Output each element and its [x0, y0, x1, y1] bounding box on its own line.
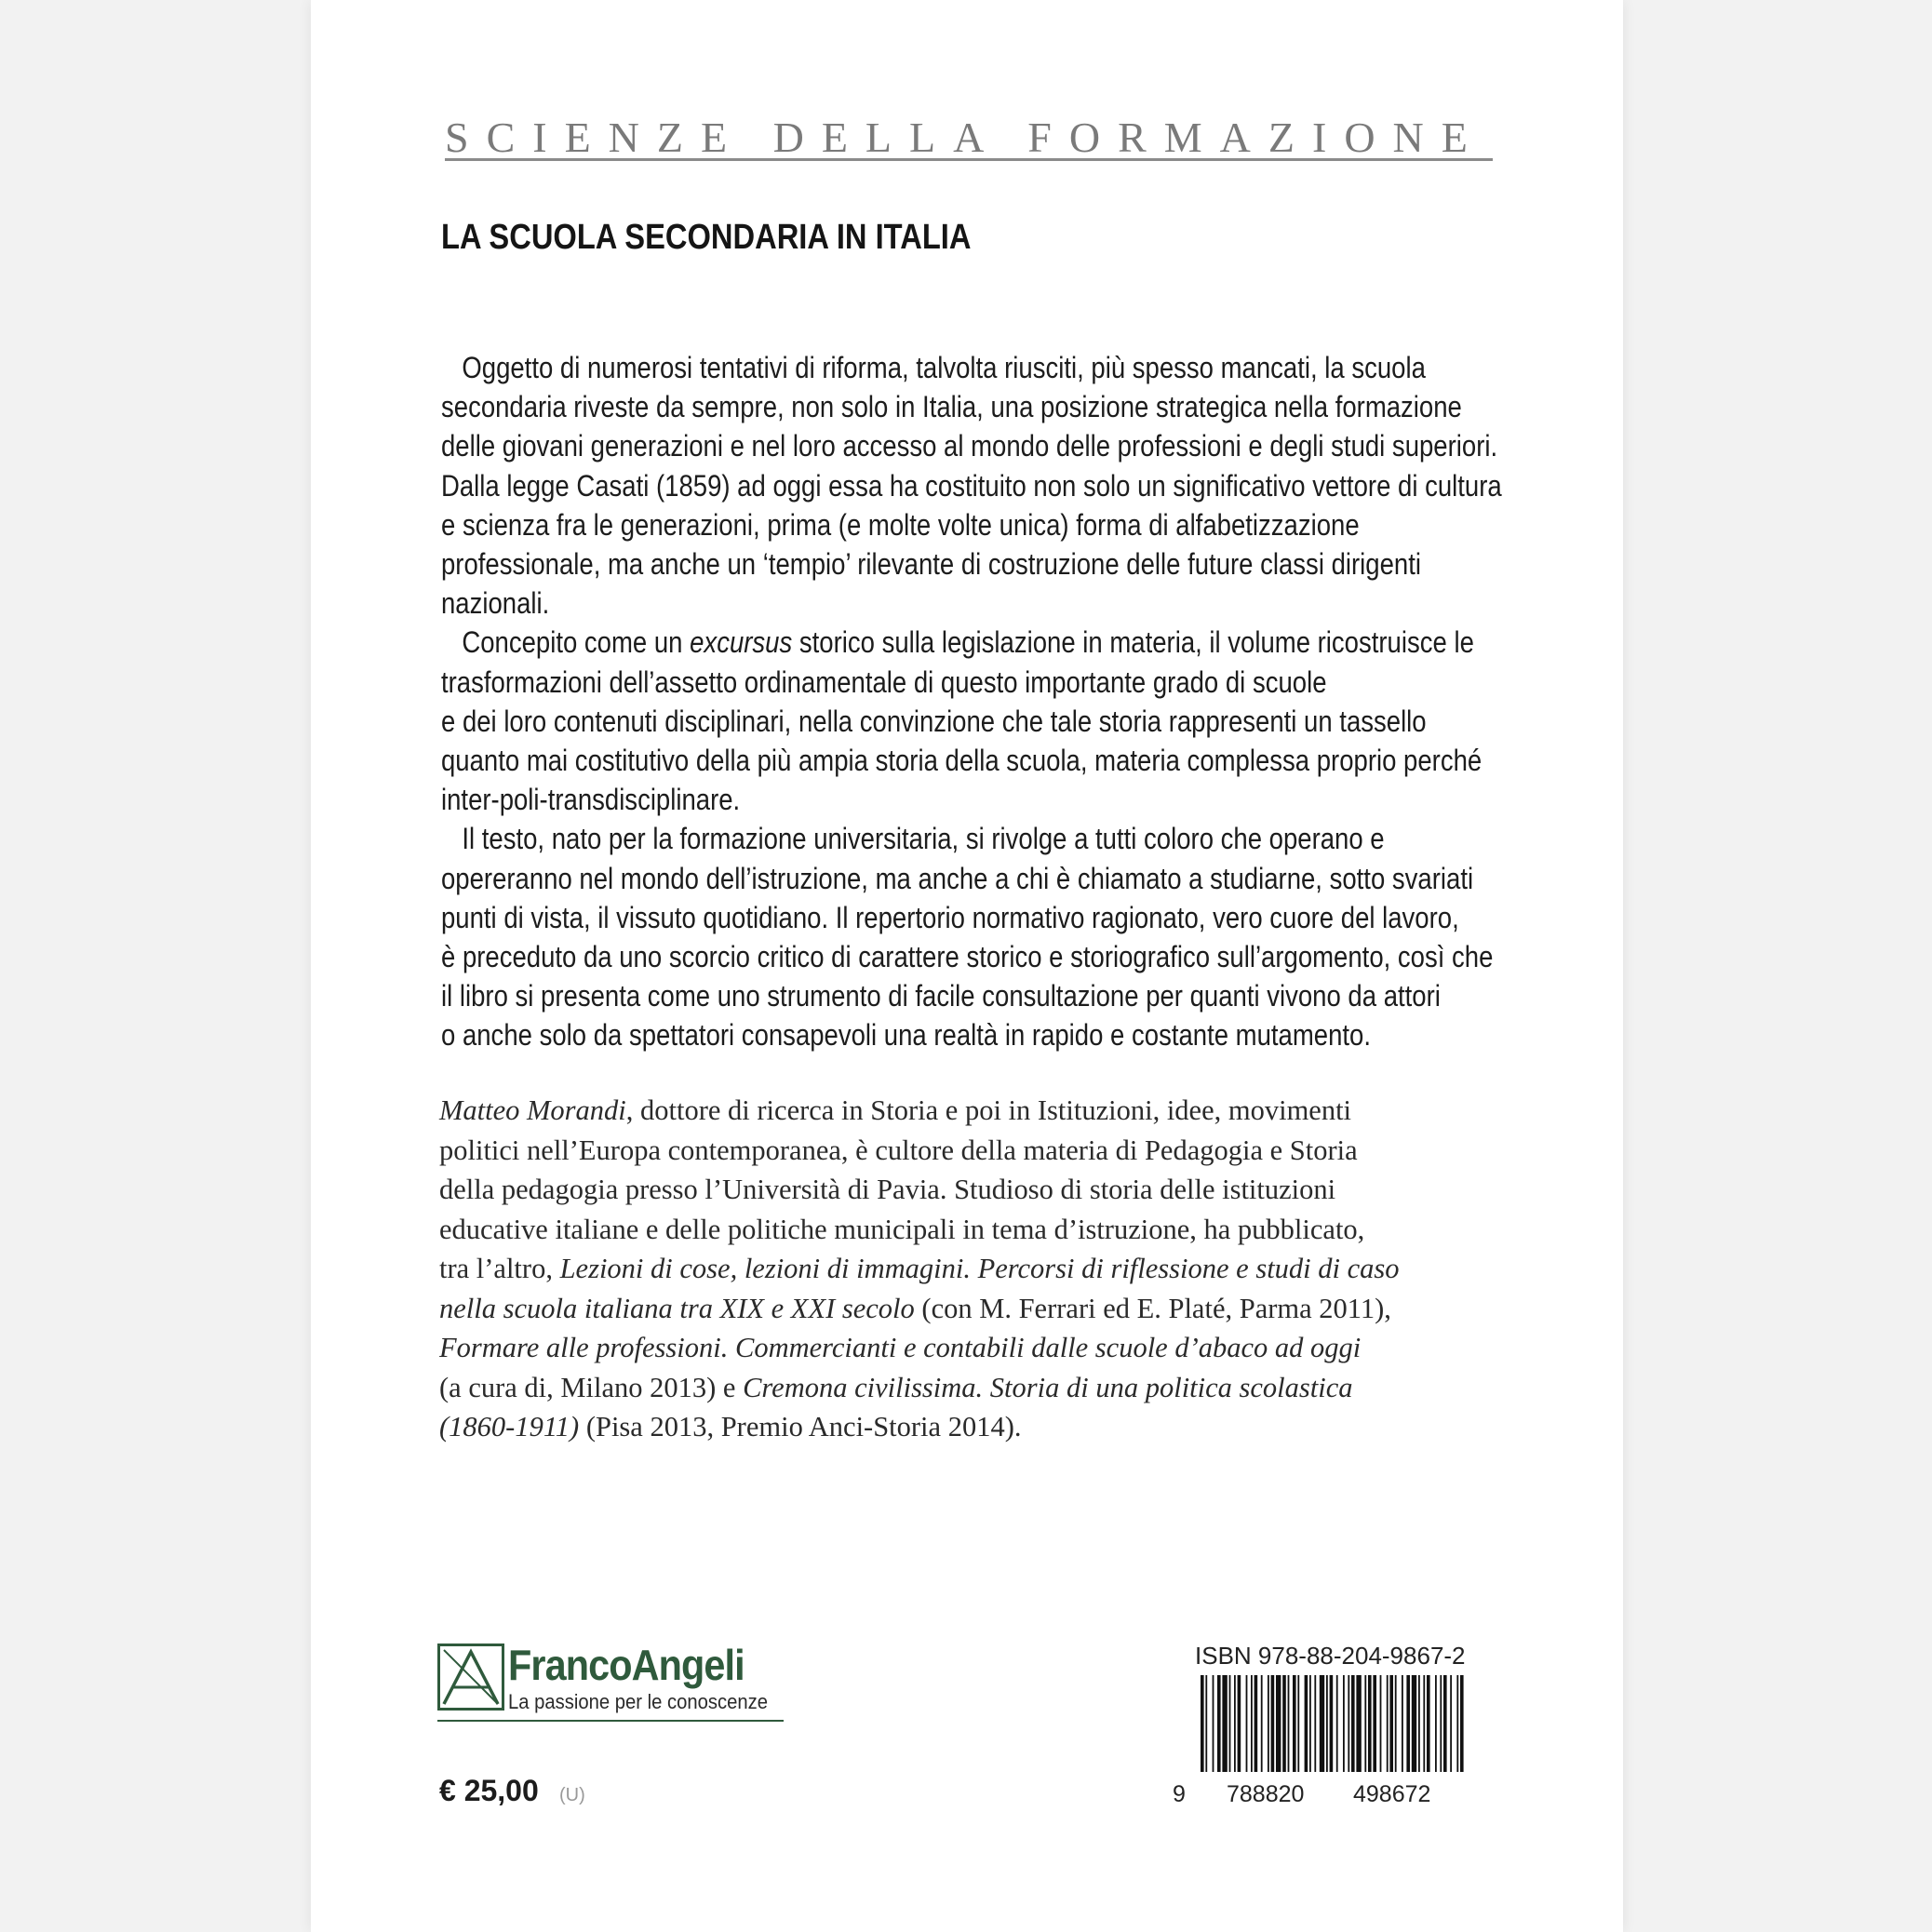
barcode-bar: [1261, 1675, 1263, 1772]
blurb-line: e scienza fra le generazioni, prima (e molte volte unica) forma di alfabetizzazione: [441, 507, 1360, 542]
barcode-digits-left: 788820: [1227, 1781, 1305, 1807]
author-bio: [439, 1091, 1472, 1447]
publisher-tagline: La passione per le conoscenze: [508, 1690, 769, 1713]
blurb-line: o anche solo da spettatori consapevoli una realtà in rapido e costante mutamento.: [441, 1018, 1371, 1053]
barcode-bar: [1229, 1675, 1231, 1772]
barcode-bar: [1368, 1675, 1372, 1772]
bio-line: Matteo Morandi, dottore di ricerca in Storia e poi in Istituzioni, idee, movimenti: [439, 1094, 1352, 1126]
blurb-line: inter-poli-transdisciplinare.: [441, 783, 741, 817]
barcode-bar: [1423, 1675, 1425, 1772]
price: € 25,00: [439, 1774, 539, 1807]
barcode-bar: [1412, 1675, 1416, 1772]
blurb-line: delle giovani generazioni e nel loro accesso al mondo delle professioni e degli studi superiori.: [441, 429, 1498, 463]
barcode-bar: [1402, 1675, 1403, 1772]
bio-line: politici nell’Europa contemporanea, è cultore della materia di Pedagogia e Storia: [439, 1134, 1358, 1166]
blurb-line: nazionali.: [441, 586, 550, 621]
barcode-bar: [1343, 1675, 1345, 1772]
barcode-bar: [1427, 1675, 1430, 1772]
barcode-digits-right: 498672: [1353, 1781, 1431, 1807]
barcode-bar: [1460, 1675, 1464, 1772]
isbn: ISBN 978-88-204-9867-2: [1195, 1642, 1466, 1670]
barcode-digit-first: 9: [1173, 1781, 1186, 1807]
barcode-bar: [1309, 1675, 1311, 1772]
barcode-bar: [1336, 1675, 1338, 1772]
barcode-bar: [1293, 1675, 1296, 1772]
barcode-bar: [1435, 1675, 1437, 1772]
barcode-bar: [1282, 1675, 1286, 1772]
barcode-bar: [1234, 1675, 1236, 1772]
barcode-bar: [1254, 1675, 1258, 1772]
barcode-bar: [1305, 1675, 1308, 1772]
publisher-name: FrancoAngeli: [508, 1641, 745, 1689]
barcode-bar: [1320, 1675, 1324, 1772]
barcode-bar: [1389, 1675, 1393, 1772]
blurb-line: trasformazioni dell’assetto ordinamentale di questo importante grado di scuole: [441, 664, 1327, 699]
blurb-line: e dei loro contenuti disciplinari, nella convinzione che tale storia rappresenti un tassello: [441, 704, 1427, 738]
blurb-line: quanto mai costitutivo della più ampia storia della scuola, materia complessa proprio perché: [441, 744, 1483, 778]
blurb-line: professionale, ma anche un ‘tempio’ rilevante di costruzione delle future classi dirigenti: [441, 547, 1421, 582]
barcode-bar: [1314, 1675, 1316, 1772]
barcode-bar: [1251, 1675, 1253, 1772]
blurb-line: Concepito come un excursus storico sulla legislazione in materia, il volume ricostruisce le: [462, 625, 1474, 660]
barcode-bar: [1205, 1675, 1207, 1772]
blurb-line: Dalla legge Casati (1859) ad oggi essa ha costituito non solo un significativo vettore di cultura: [441, 468, 1502, 503]
publisher-logo-icon: [437, 1644, 504, 1711]
blurb-line: Oggetto di numerosi tentativi di riforma, talvolta riusciti, più spesso mancati, la scuola: [462, 351, 1426, 384]
barcode-bar: [1326, 1675, 1328, 1772]
barcode-bar: [1456, 1675, 1458, 1772]
barcode-bar: [1418, 1675, 1420, 1772]
blurb-line: Il testo, nato per la formazione universitaria, si rivolge a tutti coloro che operano e: [462, 822, 1385, 856]
bio-line: della pedagogia presso l’Università di Pavia. Studioso di storia delle istituzioni: [439, 1174, 1336, 1205]
barcode-bar: [1450, 1675, 1452, 1772]
barcode-bar: [1330, 1675, 1334, 1772]
series-rule: [445, 158, 1493, 161]
barcode-bar: [1297, 1675, 1299, 1772]
blurb-line: opereranno nel mondo dell’istruzione, ma anche a chi è chiamato a studiarne, sotto svariati: [441, 861, 1474, 895]
barcode-bar: [1364, 1675, 1366, 1772]
barcode-bar: [1213, 1675, 1214, 1772]
publisher-rule: [437, 1720, 784, 1722]
bio-line: tra l’altro, Lezioni di cose, lezioni di immagini. Percorsi di riflessione e studi di caso: [439, 1253, 1400, 1284]
barcode-bar: [1373, 1675, 1376, 1772]
barcode-bar: [1271, 1675, 1275, 1772]
barcode-bar: [1443, 1675, 1447, 1772]
bio-line: Formare alle professioni. Commercianti e contabili dalle scuole d’abaco ad oggi: [439, 1332, 1362, 1363]
blurb-line: il libro si presenta come uno strumento di facile consultazione per quanti vivono da attori: [441, 979, 1441, 1013]
barcode-bar: [1238, 1675, 1241, 1772]
barcode-bar: [1348, 1675, 1349, 1772]
barcode: [1201, 1675, 1465, 1772]
barcode-bar: [1276, 1675, 1281, 1772]
barcode-bar: [1395, 1675, 1397, 1772]
barcode-bar: [1387, 1675, 1389, 1772]
barcode-bar: [1217, 1675, 1221, 1772]
blurb-line: è preceduto da uno scorcio critico di carattere storico e storiografico sull’argomento, così che: [441, 940, 1494, 974]
barcode-bar: [1351, 1675, 1355, 1772]
barcode-bar: [1356, 1675, 1361, 1772]
barcode-bar: [1406, 1675, 1410, 1772]
book-title: LA SCUOLA SECONDARIA IN ITALIA: [441, 218, 972, 257]
bio-line: (1860-1911) (Pisa 2013, Premio Anci-Storia 2014).: [439, 1411, 1022, 1442]
bio-line: nella scuola italiana tra XIX e XXI secolo (con M. Ferrari ed E. Platé, Parma 2011),: [439, 1292, 1391, 1324]
blurb-text: [441, 348, 1502, 1055]
barcode-bar: [1201, 1675, 1204, 1772]
barcode-bar: [1380, 1675, 1382, 1772]
bio-line: (a cura di, Milano 2013) e Cremona civilissima. Storia di una politica scolastica: [439, 1371, 1353, 1403]
barcode-bar: [1222, 1675, 1227, 1772]
price-code: (U): [559, 1785, 585, 1805]
barcode-bar: [1440, 1675, 1442, 1772]
bio-line: educative italiane e delle politiche municipali in tema d’istruzione, ha pubblicato,: [439, 1213, 1365, 1245]
barcode-bar: [1246, 1675, 1248, 1772]
barcode-bar: [1268, 1675, 1269, 1772]
series-title: SCIENZE DELLA FORMAZIONE: [445, 114, 1485, 161]
barcode-bar: [1288, 1675, 1290, 1772]
blurb-line: punti di vista, il vissuto quotidiano. Il repertorio normativo ragionato, vero cuore del lavoro,: [441, 900, 1459, 934]
blurb-line: secondaria riveste da sempre, non solo in Italia, una posizione strategica nella formazione: [441, 390, 1462, 424]
